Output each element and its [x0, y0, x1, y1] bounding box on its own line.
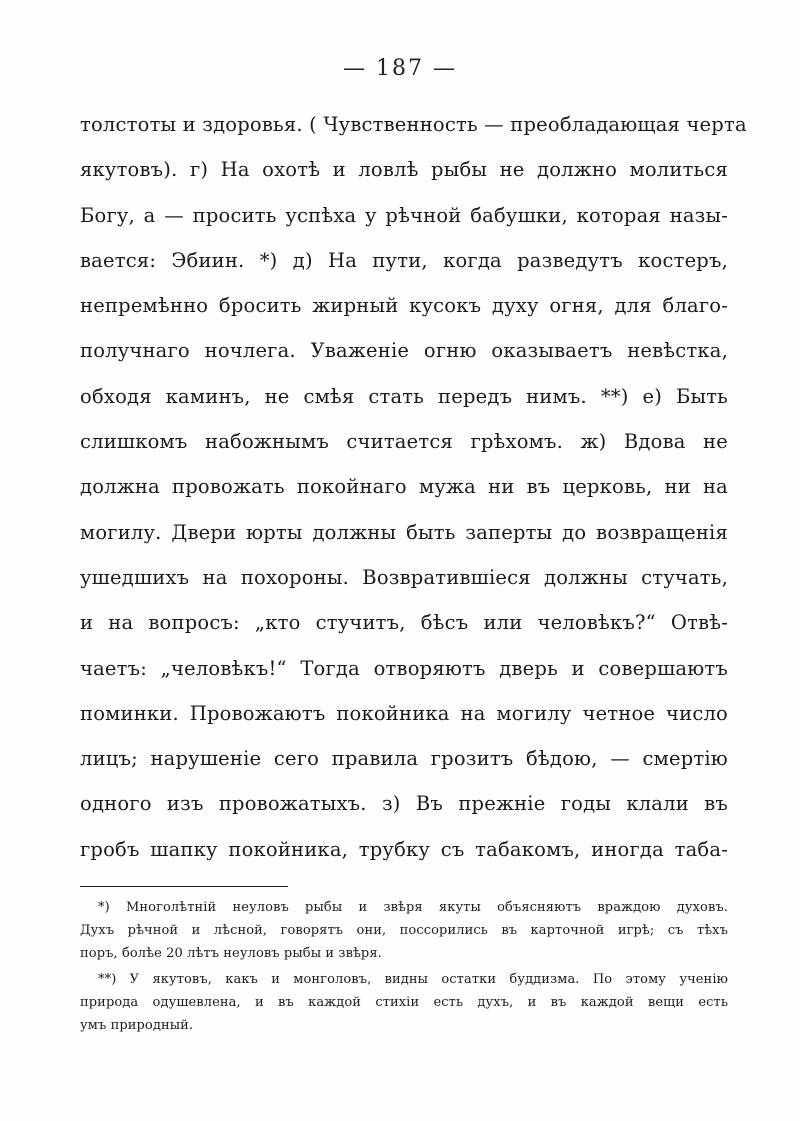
text-line: толстоты и здоровья. ( Чувственность — преобладающая черта — [80, 113, 747, 136]
text-line: вается: Эбиин. *) д) На пути, когда разведутъ костеръ, — [80, 248, 728, 272]
footnote-line: умъ природный. — [80, 1017, 194, 1033]
text-line: непремѣнно бросить жирный кусокъ духу огня, для благо- — [80, 294, 728, 318]
text-line: чаетъ: „человѣкъ!“ Тогда отворяютъ дверь и совершаютъ — [80, 656, 728, 680]
footnote-divider — [80, 886, 288, 887]
page-number: — 187 — — [343, 56, 457, 81]
text-line: Богу, а — просить успѣха у рѣчной бабушки, которая назы- — [80, 203, 728, 227]
text-line: якутовъ). г) На охотѣ и ловлѣ рыбы не должно молиться — [80, 158, 728, 182]
footnote-line: поръ, болѣе 20 лѣтъ неуловъ рыбы и звѣря. — [80, 946, 382, 962]
footnote-2 — [80, 968, 728, 1038]
text-line: ушедшихъ на похороны. Возвратившіеся должны стучать, — [80, 565, 728, 589]
footnote-line: Духъ рѣчной и лѣсной, говорятъ они, поссорились въ карточной игрѣ; съ тѣхъ — [80, 923, 728, 939]
footnote-line: **) У якутовъ, какъ и монголовъ, видны остатки буддизма. По этому ученію — [98, 971, 728, 987]
text-line: слишкомъ набожнымъ считается грѣхомъ. ж) Вдова не — [80, 430, 728, 454]
footnote-line: *) Многолѣтній неуловъ рыбы и звѣря якуты объясняютъ враждою духовъ. — [98, 900, 728, 915]
footnote-1 — [80, 896, 728, 966]
text-line: гробъ шапку покойника, трубку съ табакомъ, иногда таба- — [80, 837, 728, 861]
text-line: и на вопросъ: „кто стучитъ, бѣсъ или человѣкъ?“ Отвѣ- — [80, 611, 728, 635]
main-text — [80, 102, 747, 872]
footnote-line: природа одушевлена, и въ каждой стихіи есть духъ, и въ каждой вещи есть — [80, 994, 728, 1010]
text-line: должна провожать покойнаго мужа ни въ церковь, ни на — [80, 475, 728, 499]
text-line: лицъ; нарушеніе сего правила грозитъ бѣдою, — смертію — [80, 747, 728, 771]
footnotes — [80, 896, 728, 1037]
text-line: поминки. Провожаютъ покойника на могилу четное число — [80, 701, 728, 725]
text-line: обходя каминъ, не смѣя стать передъ нимъ. **) е) Быть — [80, 384, 728, 408]
text-line: получнаго ночлега. Уваженіе огню оказываетъ невѣстка, — [80, 339, 728, 363]
text-line: одного изъ провожатыхъ. з) Въ прежніе годы клали въ — [80, 792, 728, 816]
text-line: могилу. Двери юрты должны быть заперты до возвращенія — [80, 520, 728, 544]
